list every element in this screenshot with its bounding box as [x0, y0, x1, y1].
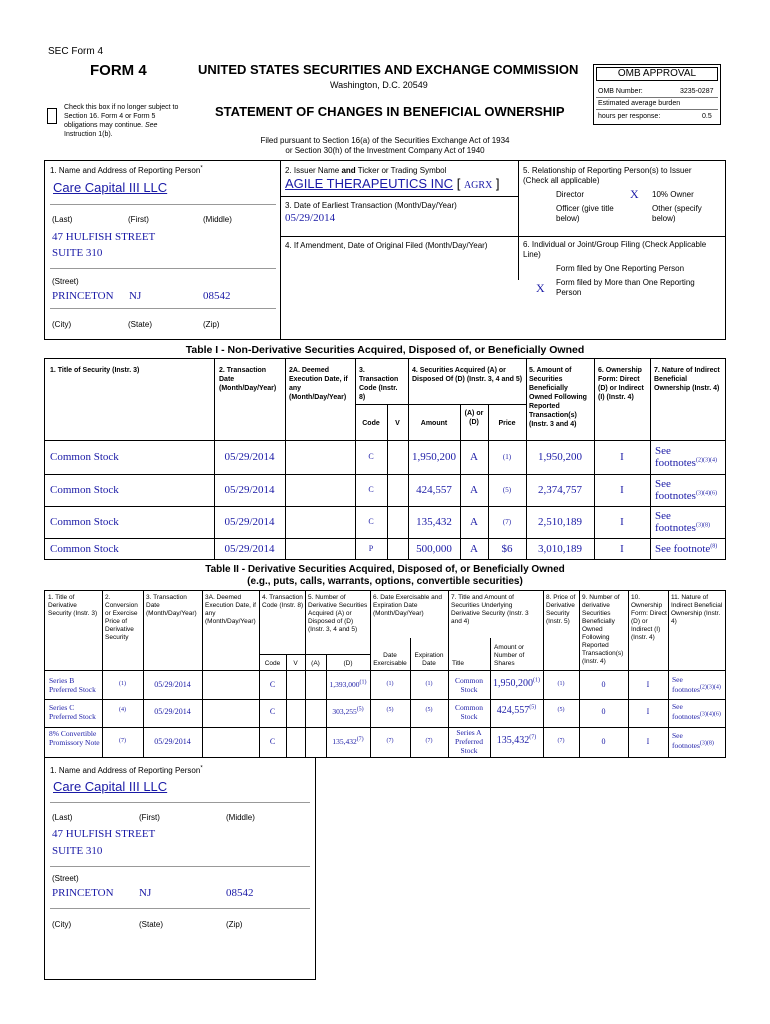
- filing-label: 6. Individual or Joint/Group Filing (Check Applicable Line): [523, 240, 707, 259]
- city-label: (City): [52, 320, 72, 329]
- row-exp: (1): [425, 681, 433, 687]
- zip-label: (Zip): [203, 320, 220, 329]
- row-under-title: Common Stock: [455, 703, 483, 721]
- t2-h5: 5. Number of Derivative Securities Acquired (A) or Disposed of (D) (Instr. 3, 4 and 5): [308, 594, 368, 633]
- row-date: 05/29/2014: [154, 707, 191, 716]
- t2-amt-h: Amount or Number of Shares: [494, 644, 525, 667]
- director-label: Director: [556, 190, 585, 199]
- row-price: (1): [502, 453, 512, 461]
- t1-h3: 3. Transaction Code (Instr. 8): [359, 367, 399, 401]
- row-date: 05/29/2014: [154, 680, 191, 689]
- row-security-title: Common Stock: [50, 451, 119, 463]
- row-price: (1): [557, 681, 565, 687]
- row-d: 135,432$^{(7)}$: [332, 736, 364, 746]
- row-date: 05/29/2014: [224, 543, 275, 555]
- t1-h2: 2. Transaction Date (Month/Day/Year): [219, 367, 277, 392]
- row-amount: 135,432: [416, 516, 452, 528]
- amendment-label: 4. If Amendment, Date of Original Filed (Month/Day/Year): [285, 241, 488, 250]
- row-form: I: [620, 451, 624, 463]
- t2-h1: 1. Title of Derivative Security (Instr. 3): [48, 594, 98, 617]
- t2-d-h: (D): [343, 660, 353, 667]
- t1-h5: 5. Amount of Securities Beneficially Owned Following Reported Transaction(s) (Instr. 3 and 4): [529, 367, 587, 428]
- row-form: I: [620, 484, 624, 496]
- row-d: 303,255$^{(5)}$: [332, 706, 364, 716]
- row-price: $6: [501, 543, 513, 555]
- row-security-title: Common Stock: [50, 516, 119, 528]
- earliest-date-label: 3. Date of Earliest Transaction (Month/Day/Year): [285, 201, 457, 210]
- row-code: C: [269, 680, 276, 689]
- ten-percent-label: 10% Owner: [652, 190, 694, 199]
- no-longer-subject-checkbox[interactable]: [47, 108, 57, 124]
- row-conv: (4): [119, 707, 126, 713]
- row-owned: 0: [601, 707, 606, 716]
- row-date-ex: (5): [386, 707, 394, 713]
- row-deriv-title: 8% Convertible Promissory Note: [49, 729, 100, 747]
- row-form: I: [620, 543, 624, 555]
- row-code: C: [269, 707, 276, 716]
- relationship-label: 5. Relationship of Reporting Person(s) to Issuer (Check all applicable): [523, 166, 692, 185]
- t1-h2a: 2A. Deemed Execution Date, if any (Month/Day/Year): [289, 367, 348, 401]
- row-price: (7): [557, 738, 565, 744]
- row-security-title: Common Stock: [50, 543, 119, 555]
- row-date: 05/29/2014: [224, 451, 275, 463]
- state-label-2: (State): [139, 920, 164, 929]
- omb-title: OMB APPROVAL: [596, 67, 718, 81]
- t2-h6: 6. Date Exercisable and Expiration Date (Month/Day/Year): [373, 594, 443, 617]
- sec-form-label: SEC Form 4: [48, 46, 104, 57]
- street-line-1: 47 HULFISH STREET: [52, 231, 156, 243]
- row-price: (7): [502, 518, 512, 526]
- first-label: (First): [128, 215, 149, 224]
- row-amount: 424,557: [416, 484, 452, 496]
- checkbox-instructions: Check this box if no longer subject to Section 16. Form 4 or Form 5 obligations may continue. See Instruction 1(b).: [64, 104, 179, 138]
- row-deriv-title: Series B Preferred Stock: [49, 676, 96, 694]
- t2-exp-h: Expiration Date: [414, 652, 444, 667]
- ten-percent-checkmark: X: [630, 187, 639, 201]
- row-amount: 500,000: [416, 543, 452, 555]
- row-exp: (7): [425, 738, 433, 744]
- filing-one: Form filed by One Reporting Person: [556, 264, 685, 273]
- row-owned: 0: [601, 680, 606, 689]
- omb-hours-label: hours per response:: [598, 113, 661, 120]
- reporting-person-label-2: 1. Name and Address of Reporting Person*: [50, 765, 203, 775]
- row-owned: 3,010,189: [538, 543, 582, 555]
- t2-h4: 4. Transaction Code (Instr. 8): [262, 594, 304, 609]
- middle-label: (Middle): [203, 215, 232, 224]
- omb-burden-label: Estimated average burden: [598, 100, 681, 107]
- t2-v-h: V: [293, 660, 298, 667]
- row-ad: A: [470, 543, 478, 555]
- t1-code-h: Code: [362, 420, 380, 427]
- street-label: (Street): [52, 277, 79, 286]
- issuer-label: 2. Issuer Name and Ticker or Trading Symbol: [285, 166, 447, 175]
- zip-value: 08542: [203, 290, 231, 302]
- row-d: 1,393,000$^{(1)}$: [329, 679, 367, 689]
- state-value-2: NJ: [139, 887, 152, 899]
- reporting-person-name-link[interactable]: Care Capital III LLC: [53, 180, 168, 195]
- other-label: Other (specify below): [652, 204, 702, 223]
- table2-title: Table II - Derivative Securities Acquired, Disposed of, or Beneficially Owned (e.g., puts, calls, warrants, options, convertible securities): [205, 564, 565, 587]
- earliest-date: 05/29/2014: [285, 212, 336, 224]
- t1-price-h: Price: [498, 420, 516, 427]
- omb-number: 3235-0287: [680, 88, 714, 95]
- state-label: (State): [128, 320, 153, 329]
- row-date: 05/29/2014: [154, 737, 191, 746]
- commission-title: UNITED STATES SECURITIES AND EXCHANGE COMMISSION: [198, 62, 579, 77]
- middle-label-2: (Middle): [226, 813, 255, 822]
- omb-number-label: OMB Number:: [598, 88, 643, 95]
- row-owned: 2,510,189: [538, 516, 582, 528]
- commission-location: Washington, D.C. 20549: [330, 80, 428, 90]
- row-under-amt: 424,557$^{(5)}$: [496, 704, 537, 716]
- row-code: C: [269, 737, 276, 746]
- row-nature: See footnotes$^{(2)(3)(4)}$: [672, 675, 721, 694]
- city-value: PRINCETON: [52, 290, 114, 302]
- t1-aord-h: (A) or (D): [464, 410, 484, 426]
- street-line-1-2: 47 HULFISH STREET: [52, 828, 156, 840]
- street-line-2-2: SUITE 310: [52, 845, 103, 857]
- t1-h7: 7. Nature of Indirect Beneficial Ownership (Instr. 4): [654, 367, 720, 392]
- t2-h7: 7. Title and Amount of Securities Underlying Derivative Security (Instr. 3 and 4): [451, 594, 529, 625]
- row-code: P: [368, 544, 374, 553]
- t2-h2: 2. Conversion or Exercise Price of Derivative Security: [105, 594, 138, 641]
- row-date-ex: (7): [386, 738, 394, 744]
- row-code: C: [368, 452, 374, 461]
- row-form: I: [646, 707, 650, 716]
- row-date: 05/29/2014: [224, 484, 275, 496]
- row-exp: (5): [425, 707, 433, 713]
- t1-amount-h: Amount: [420, 420, 448, 427]
- row-date: 05/29/2014: [224, 516, 275, 528]
- first-label-2: (First): [139, 813, 160, 822]
- street-label-2: (Street): [52, 874, 79, 883]
- row-conv: (1): [119, 681, 126, 687]
- row-conv: (7): [119, 738, 126, 744]
- row-nature: See footnotes$^{(2)(3)(4)}$: [655, 445, 717, 469]
- filing-more-checkmark: X: [536, 281, 545, 295]
- statement-title: STATEMENT OF CHANGES IN BENEFICIAL OWNERSHIP: [215, 104, 565, 119]
- t2-h9: 9. Number of derivative Securities Beneficially Owned Following Reported Transaction(s) (Instr. 4): [582, 594, 624, 665]
- filed-pursuant: Filed pursuant to Section 16(a) of the Securities Exchange Act of 1934 or Section 30(h) of the Investment Company Act of 1940: [260, 136, 510, 155]
- row-code: C: [368, 517, 374, 526]
- row-ad: A: [470, 516, 478, 528]
- filing-more: Form filed by More than One Reporting Person: [556, 278, 695, 297]
- city-label-2: (City): [52, 920, 72, 929]
- row-under-title: Common Stock: [455, 676, 483, 694]
- row-date-ex: (1): [386, 681, 394, 687]
- zip-value-2: 08542: [226, 887, 254, 899]
- row-nature: See footnotes$^{(3)(8)}$: [672, 731, 714, 750]
- t2-code-h: Code: [264, 660, 281, 667]
- last-label: (Last): [52, 215, 73, 224]
- omb-hours: 0.5: [702, 113, 712, 120]
- row-nature: See footnote$^{(8)}$: [655, 543, 718, 555]
- row-under-title: Series A Preferred Stock: [455, 728, 483, 755]
- row-ad: A: [470, 451, 478, 463]
- t2-title-h: Title: [452, 660, 465, 667]
- issuer-name-row: AGILE THERAPEUTICS INC [ AGRX ]: [285, 176, 500, 191]
- row-form: I: [646, 737, 650, 746]
- state-value: NJ: [129, 290, 142, 302]
- city-value-2: PRINCETON: [52, 887, 114, 899]
- row-nature: See footnotes$^{(3)(4)(6)}$: [655, 478, 717, 502]
- zip-label-2: (Zip): [226, 920, 243, 929]
- row-price: (5): [502, 486, 512, 494]
- t1-h1: 1. Title of Security (Instr. 3): [50, 367, 140, 374]
- t2-h3: 3. Transaction Date (Month/Day/Year): [146, 594, 197, 617]
- row-price: (5): [557, 707, 565, 713]
- t2-a-h: (A): [311, 660, 320, 667]
- row-form: I: [646, 680, 650, 689]
- t2-h11: 11. Nature of Indirect Beneficial Ownership (Instr. 4): [671, 594, 723, 625]
- row-under-amt: 135,432$^{(7)}$: [496, 734, 537, 746]
- street-line-2: SUITE 310: [52, 247, 103, 259]
- reporting-person-label: 1. Name and Address of Reporting Person*: [50, 165, 203, 175]
- row-owned: 2,374,757: [538, 484, 582, 496]
- officer-label: Officer (give title below): [556, 204, 614, 223]
- row-security-title: Common Stock: [50, 484, 119, 496]
- form-title: FORM 4: [90, 62, 147, 79]
- row-form: I: [620, 516, 624, 528]
- row-ad: A: [470, 484, 478, 496]
- t2-h8: 8. Price of Derivative Security (Instr. 5): [546, 594, 576, 625]
- row-code: C: [368, 485, 374, 494]
- t2-date-ex-h: Date Exercisable: [373, 652, 407, 667]
- t1-v-h: V: [395, 420, 400, 427]
- table1-title: Table I - Non-Derivative Securities Acquired, Disposed of, or Beneficially Owned: [185, 344, 585, 356]
- t2-h3a: 3A. Deemed Execution Date, if any (Month/Day/Year): [205, 594, 256, 625]
- row-deriv-title: Series C Preferred Stock: [49, 703, 96, 721]
- row-nature: See footnotes$^{(3)(8)}$: [655, 510, 710, 534]
- row-under-amt: 1,950,200$^{(1)}$: [493, 677, 540, 689]
- row-amount: 1,950,200: [412, 451, 456, 463]
- row-owned: 0: [601, 737, 606, 746]
- t2-h10: 10. Ownership Form: Direct (D) or Indirect (I) (Instr. 4): [631, 594, 667, 641]
- t1-h4: 4. Securities Acquired (A) or Disposed Of (D) (Instr. 3, 4 and 5): [412, 367, 523, 383]
- row-nature: See footnotes$^{(3)(4)(6)}$: [672, 702, 721, 721]
- row-owned: 1,950,200: [538, 451, 582, 463]
- reporting-person-name-link-2[interactable]: Care Capital III LLC: [53, 779, 168, 794]
- issuer-name-link[interactable]: AGILE THERAPEUTICS INC: [285, 176, 454, 191]
- t1-h6: 6. Ownership Form: Direct (D) or Indirect (I) (Instr. 4): [598, 367, 644, 401]
- last-label-2: (Last): [52, 813, 73, 822]
- issuer-ticker: AGRX: [463, 180, 493, 191]
